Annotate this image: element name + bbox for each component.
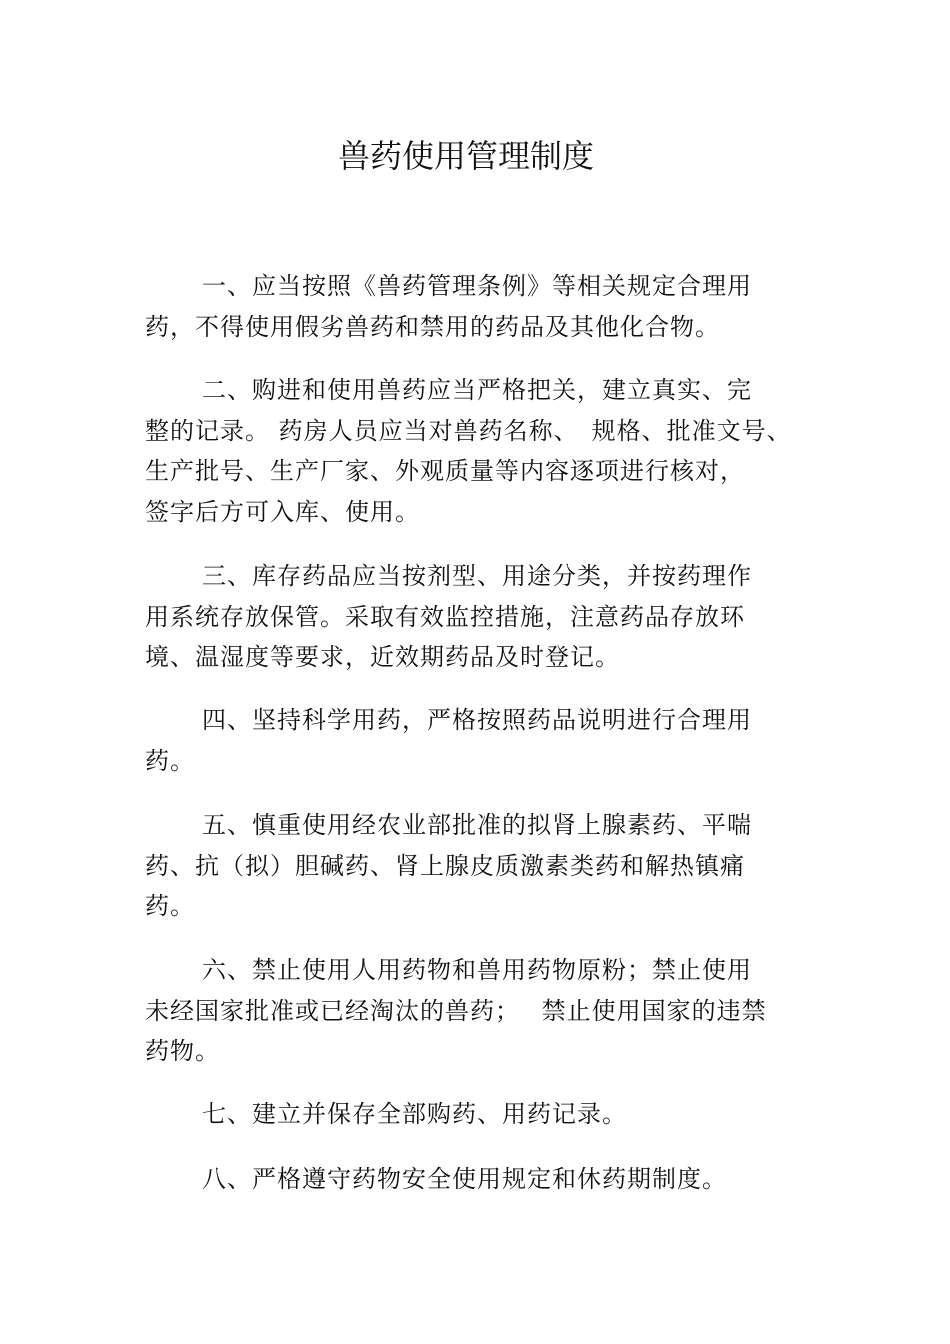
paragraph-1 (145, 266, 752, 347)
paragraph-line: 药物。 (145, 1037, 220, 1065)
paragraph-4 (145, 700, 752, 781)
paragraph-6 (145, 950, 767, 1072)
paragraph-5 (145, 805, 752, 927)
paragraph-line: 药。 (145, 746, 195, 775)
paragraph-line: 整的记录。 药房人员应当对兽药名称、 规格、批准文号、 (145, 416, 792, 445)
paragraph-line: 二、购进和使用兽药应当严格把关，建立真实、完 (202, 376, 752, 404)
paragraph-line: 药，不得使用假劣兽药和禁用的药品及其他化合物。 (145, 312, 720, 341)
paragraph-line: 五、慎重使用经农业部批准的拟肾上腺素药、平喘 (202, 811, 752, 839)
paragraph-line: 一、应当按照《兽药管理条例》等相关规定合理用 (202, 272, 752, 300)
paragraph-line: 三、库存药品应当按剂型、用途分类，并按药理作 (202, 562, 752, 590)
paragraph-line: 境、温湿度等要求，近效期药品及时登记。 (145, 643, 620, 671)
paragraph-line: 药。 (145, 892, 195, 920)
paragraph-line: 四、坚持科学用药，严格按照药品说明进行合理用 (202, 706, 752, 734)
paragraph-line: 用系统存放保管。采取有效监控措施，注意药品存放环 (145, 602, 745, 631)
paragraph-line: 八、严格遵守药物安全使用规定和休药期制度。 (202, 1165, 727, 1193)
document-title: 兽药使用管理制度 (337, 137, 594, 175)
paragraph-line: 七、建立并保存全部购药、用药记录。 (202, 1100, 627, 1128)
paragraph-2 (145, 370, 792, 532)
paragraph-7 (145, 1094, 627, 1135)
paragraph-3 (145, 556, 752, 678)
paragraph-line: 生产批号、生产厂家、外观质量等内容逐项进行核对， (145, 457, 745, 485)
paragraph-line: 药、抗（拟）胆碱药、肾上腺皮质激素类药和解热镇痛 (145, 851, 745, 880)
paragraph-line: 签字后方可入库、使用。 (145, 497, 420, 526)
paragraph-8 (145, 1159, 727, 1200)
paragraph-line: 未经国家批准或已经淘汰的兽药； 禁止使用国家的违禁 (145, 996, 767, 1025)
paragraph-line: 六、禁止使用人用药物和兽用药物原粉；禁止使用 (202, 956, 752, 984)
